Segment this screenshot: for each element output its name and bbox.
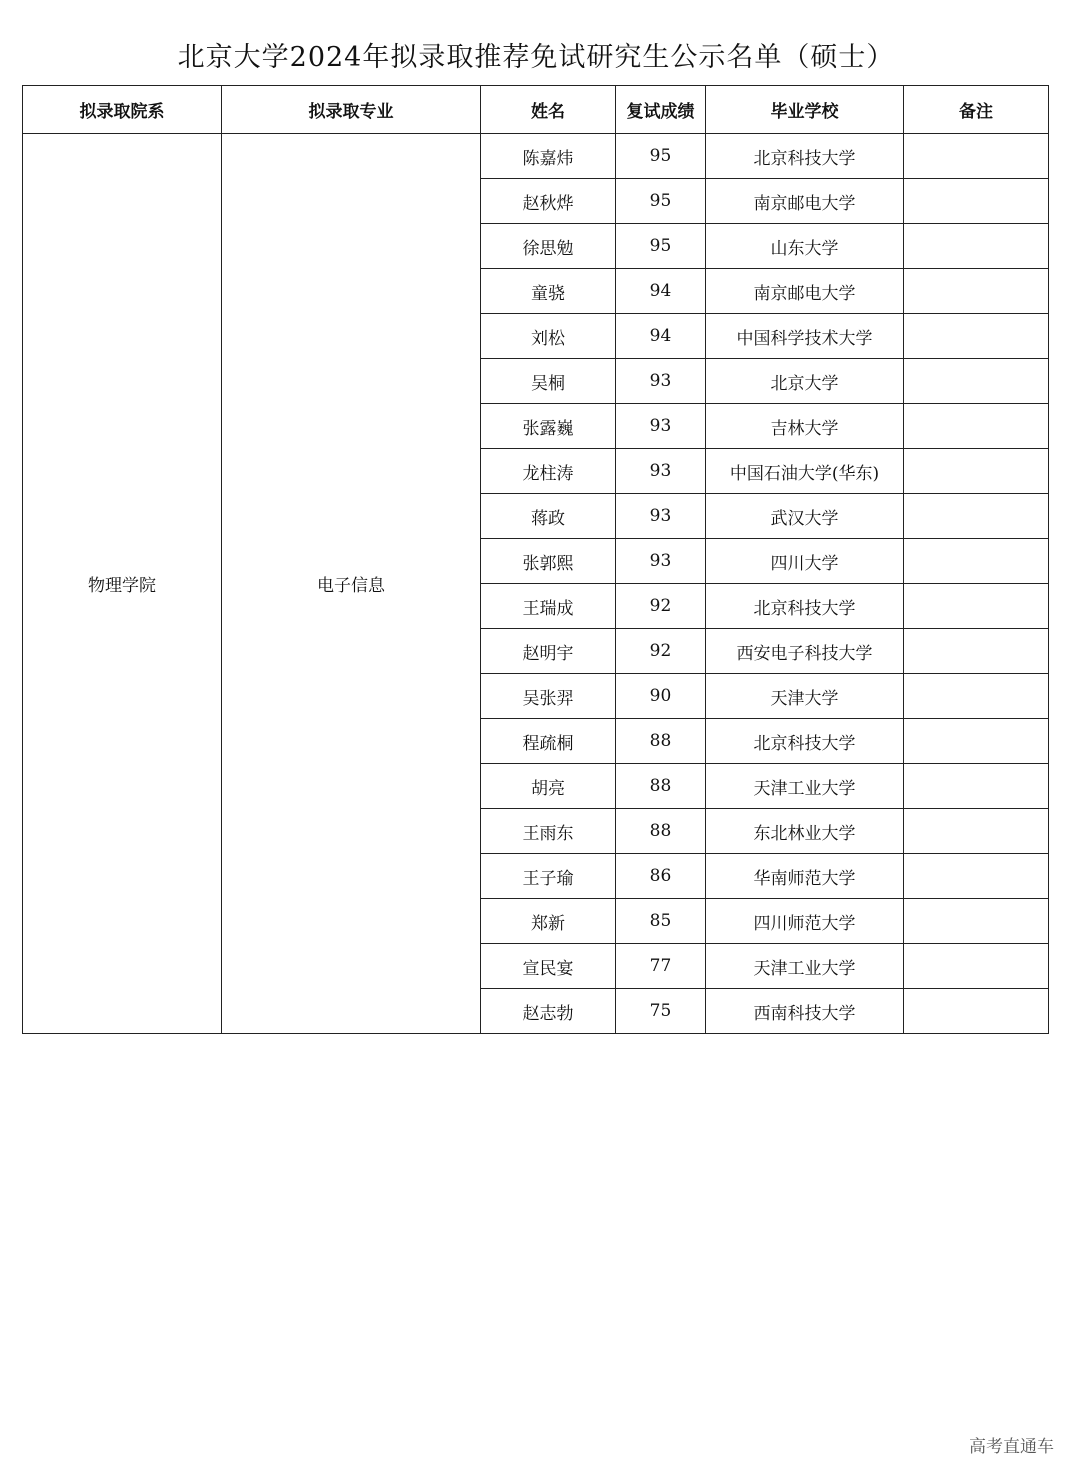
header-major: 拟录取专业 (222, 86, 481, 134)
name-cell: 龙柱涛 (481, 449, 616, 494)
name-cell: 胡亮 (481, 764, 616, 809)
table-body (23, 134, 1049, 1034)
name-cell: 王雨东 (481, 809, 616, 854)
remark-cell (904, 449, 1049, 494)
score-cell: 94 (616, 269, 706, 314)
school-cell: 西南科技大学 (706, 989, 904, 1034)
remark-cell (904, 719, 1049, 764)
name-cell: 郑新 (481, 899, 616, 944)
watermark: 高考直通车 (969, 1437, 1054, 1457)
table-header-row (23, 86, 1049, 134)
score-cell: 95 (616, 179, 706, 224)
score-cell: 88 (616, 764, 706, 809)
school-cell: 天津工业大学 (706, 944, 904, 989)
score-cell: 85 (616, 899, 706, 944)
remark-cell (904, 629, 1049, 674)
score-cell: 95 (616, 224, 706, 269)
page-title: 北京大学2024年拟录取推荐免试研究生公示名单（硕士） (177, 42, 895, 73)
name-cell: 王子瑜 (481, 854, 616, 899)
remark-cell (904, 359, 1049, 404)
score-cell: 93 (616, 404, 706, 449)
table-row (23, 134, 1049, 179)
score-cell: 90 (616, 674, 706, 719)
school-cell: 中国科学技术大学 (706, 314, 904, 359)
score-cell: 86 (616, 854, 706, 899)
school-cell: 南京邮电大学 (706, 269, 904, 314)
remark-cell (904, 989, 1049, 1034)
remark-cell (904, 134, 1049, 179)
name-cell: 陈嘉炜 (481, 134, 616, 179)
header-name: 姓名 (481, 86, 616, 134)
school-cell: 东北林业大学 (706, 809, 904, 854)
remark-cell (904, 764, 1049, 809)
name-cell: 徐思勉 (481, 224, 616, 269)
header-remark: 备注 (904, 86, 1049, 134)
name-cell: 赵志勃 (481, 989, 616, 1034)
header-school: 毕业学校 (706, 86, 904, 134)
name-cell: 吴桐 (481, 359, 616, 404)
school-cell: 北京科技大学 (706, 719, 904, 764)
name-cell: 张郭熙 (481, 539, 616, 584)
school-cell: 武汉大学 (706, 494, 904, 539)
header-score: 复试成绩 (616, 86, 706, 134)
name-cell: 王瑞成 (481, 584, 616, 629)
school-cell: 中国石油大学(华东) (706, 449, 904, 494)
name-cell: 刘松 (481, 314, 616, 359)
school-cell: 西安电子科技大学 (706, 629, 904, 674)
remark-cell (904, 404, 1049, 449)
remark-cell (904, 314, 1049, 359)
school-cell: 山东大学 (706, 224, 904, 269)
name-cell: 吴张羿 (481, 674, 616, 719)
name-cell: 赵秋烨 (481, 179, 616, 224)
remark-cell (904, 809, 1049, 854)
school-cell: 北京科技大学 (706, 134, 904, 179)
school-cell: 北京科技大学 (706, 584, 904, 629)
score-cell: 93 (616, 494, 706, 539)
remark-cell (904, 179, 1049, 224)
school-cell: 南京邮电大学 (706, 179, 904, 224)
name-cell: 蒋政 (481, 494, 616, 539)
school-cell: 北京大学 (706, 359, 904, 404)
remark-cell (904, 224, 1049, 269)
remark-cell (904, 899, 1049, 944)
school-cell: 四川师范大学 (706, 899, 904, 944)
score-cell: 93 (616, 359, 706, 404)
remark-cell (904, 944, 1049, 989)
major-cell: 电子信息 (222, 134, 481, 1034)
school-cell: 吉林大学 (706, 404, 904, 449)
score-cell: 93 (616, 539, 706, 584)
score-cell: 92 (616, 629, 706, 674)
school-cell: 天津大学 (706, 674, 904, 719)
score-cell: 88 (616, 719, 706, 764)
name-cell: 童骁 (481, 269, 616, 314)
score-cell: 75 (616, 989, 706, 1034)
name-cell: 赵明宇 (481, 629, 616, 674)
score-cell: 88 (616, 809, 706, 854)
remark-cell (904, 674, 1049, 719)
name-cell: 程疏桐 (481, 719, 616, 764)
score-cell: 77 (616, 944, 706, 989)
remark-cell (904, 269, 1049, 314)
name-cell: 宣民宴 (481, 944, 616, 989)
department-cell: 物理学院 (23, 134, 222, 1034)
remark-cell (904, 854, 1049, 899)
header-department: 拟录取院系 (23, 86, 222, 134)
school-cell: 四川大学 (706, 539, 904, 584)
name-cell: 张露巍 (481, 404, 616, 449)
admission-table (22, 85, 1049, 1034)
school-cell: 天津工业大学 (706, 764, 904, 809)
remark-cell (904, 539, 1049, 584)
school-cell: 华南师范大学 (706, 854, 904, 899)
score-cell: 93 (616, 449, 706, 494)
remark-cell (904, 584, 1049, 629)
remark-cell (904, 494, 1049, 539)
score-cell: 94 (616, 314, 706, 359)
score-cell: 95 (616, 134, 706, 179)
score-cell: 92 (616, 584, 706, 629)
